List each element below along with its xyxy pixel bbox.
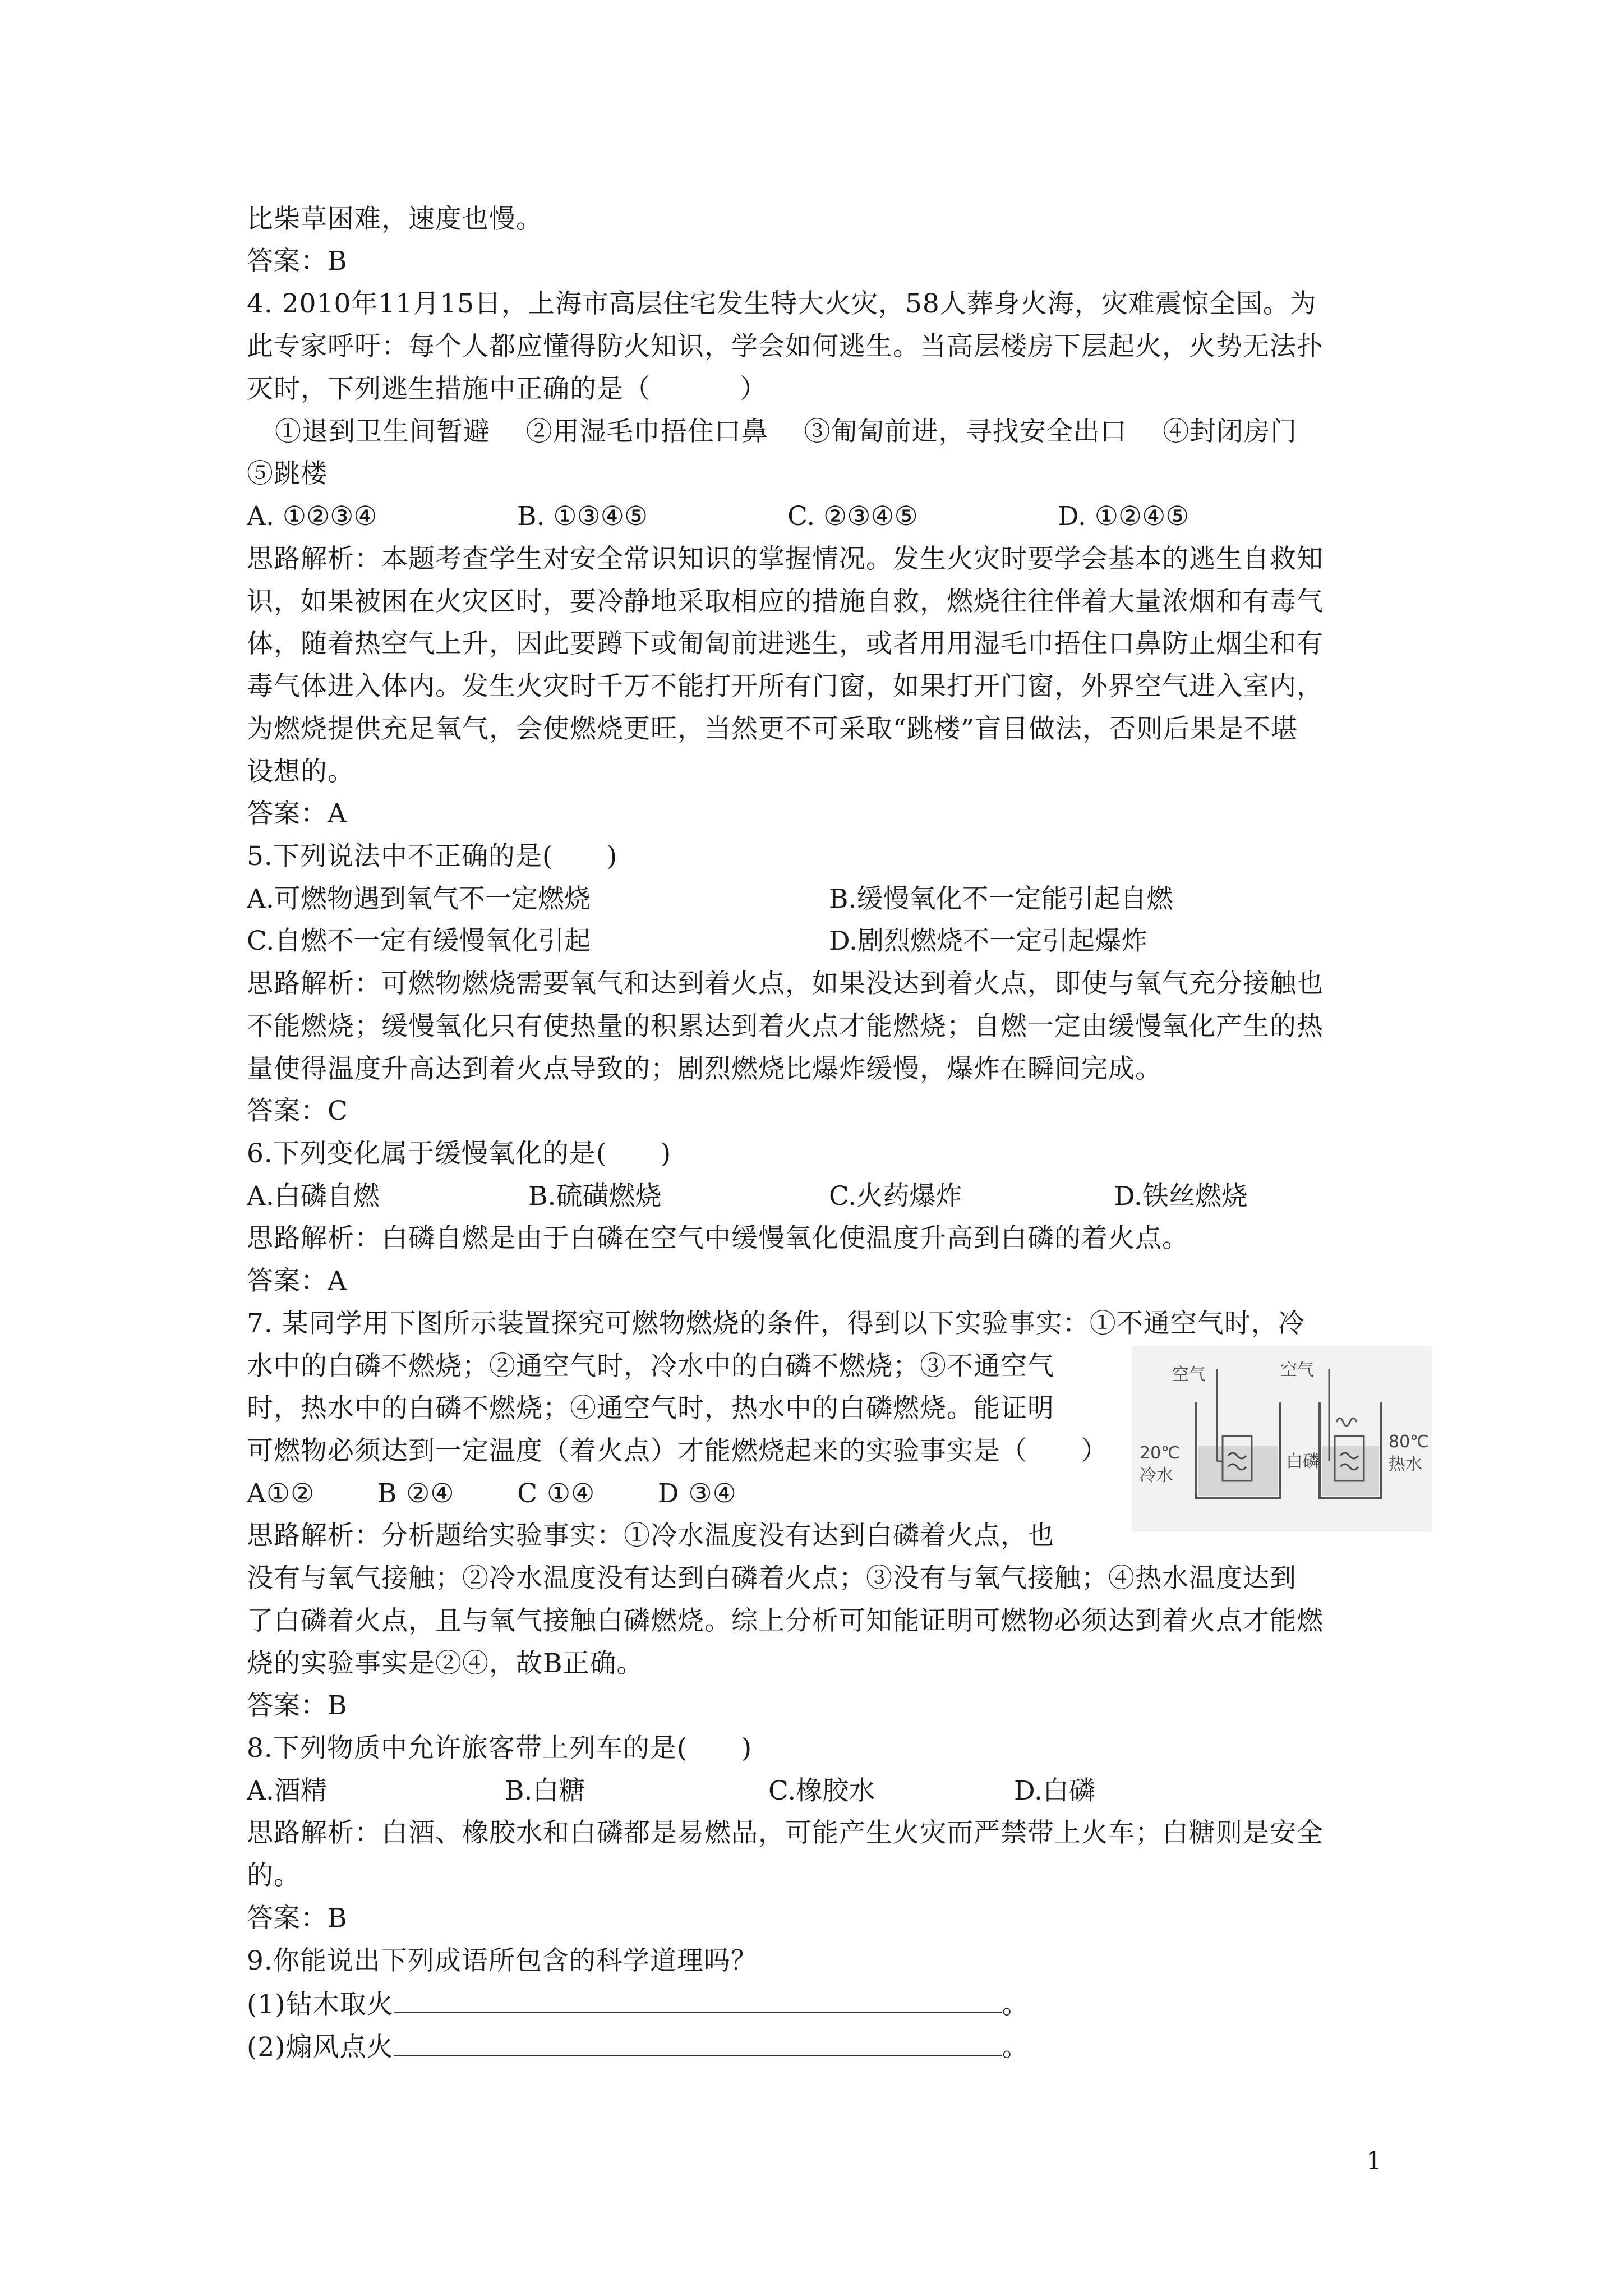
text-line: 设想的。 — [247, 756, 354, 787]
option-b: B.缓慢氧化不一定能引起自燃 — [829, 884, 1173, 914]
option-b: B.硫磺燃烧 — [528, 1181, 662, 1212]
explanation-line: 思路解析：分析题给实验事实：①冷水温度没有达到白磷着火点，也 — [247, 1520, 1054, 1551]
figure-label-water-left: 冷水 — [1140, 1466, 1173, 1485]
text-line: 了白磷着火点，且与氧气接触白磷燃烧。综上分析可知能证明可燃物必须达到着火点才能燃 — [247, 1605, 1324, 1636]
option-a: A. ①②③④ — [247, 501, 377, 532]
question-8-stem: 8.下列物质中允许旅客带上列车的是( ) — [247, 1733, 753, 1764]
text-line: ⑤跳楼 — [247, 458, 328, 489]
option-a: A.白磷自燃 — [247, 1181, 380, 1212]
figure-label-air-right: 空气 — [1280, 1360, 1314, 1380]
question-5-stem: 5.下列说法中不正确的是( ) — [247, 841, 618, 872]
text-line: 可燃物必须达到一定温度（着火点）才能燃烧起来的实验事实是（ ） — [247, 1435, 1108, 1466]
fill-in-item — [247, 2029, 1029, 2064]
text-line: 毒气体进入体内。发生火灾时千万不能打开所有门窗，如果打开门窗，外界空气进入室内， — [247, 671, 1324, 702]
answer-line: 答案：B — [247, 1690, 348, 1721]
text-line: 灭时，下列逃生措施中正确的是（ ） — [247, 374, 767, 404]
fill-in-label: (1)钻木取火 — [247, 1989, 394, 2020]
explanation-line: 思路解析：可燃物燃烧需要氧气和达到着火点，如果没达到着火点，即使与氧气充分接触也 — [247, 968, 1324, 999]
option-c: C.火药爆炸 — [829, 1181, 962, 1212]
option-b: B. ①③④⑤ — [517, 501, 648, 532]
explanation-line: 思路解析：白酒、橡胶水和白磷都是易燃品，可能产生火灾而严禁带上火车；白糖则是安全 — [247, 1818, 1324, 1848]
option-c: C.自燃不一定有缓慢氧化引起 — [247, 926, 591, 956]
page-number: 1 — [1366, 2147, 1382, 2175]
option-d: D. ①②④⑤ — [1058, 501, 1189, 532]
question-9-stem: 9.你能说出下列成语所包含的科学道理吗？ — [247, 1945, 758, 1976]
text-line: 不能燃烧；缓慢氧化只有使热量的积累达到着火点才能燃烧；自燃一定由缓慢氧化产生的热 — [247, 1011, 1324, 1042]
text-line: 水中的白磷不燃烧；②通空气时，冷水中的白磷不燃烧；③不通空气 — [247, 1351, 1054, 1382]
question-7-stem: 7. 某同学用下图所示装置探究可燃物燃烧的条件，得到以下实验事实：①不通空气时，冷 — [247, 1308, 1305, 1339]
figure-label-temp-right: 80℃ — [1389, 1432, 1429, 1452]
figure-label-phosphorus: 白磷 — [1286, 1452, 1320, 1471]
fill-in-label: (2)煽风点火 — [247, 2032, 394, 2063]
text-line: 时，热水中的白磷不燃烧；④通空气时，热水中的白磷燃烧。能证明 — [247, 1393, 1054, 1424]
option-a: A.可燃物遇到氧气不一定燃烧 — [247, 884, 591, 914]
fill-in-end: 。 — [1002, 1989, 1029, 2020]
option-b: B.白糖 — [505, 1775, 585, 1806]
option-d: D.剧烈燃烧不一定引起爆炸 — [829, 926, 1147, 956]
question-7-options: A①② B ②④ C ①④ D ③④ — [247, 1478, 737, 1509]
answer-blank[interactable] — [394, 2029, 1002, 2056]
text-line: 为燃烧提供充足氧气，会使燃烧更旺，当然更不可采取“跳楼”盲目做法，否则后果是不堪 — [247, 714, 1298, 744]
explanation-line: 思路解析：本题考查学生对安全常识知识的掌握情况。发生火灾时要学会基本的逃生自救知 — [247, 544, 1324, 574]
text-line: 的。 — [247, 1860, 301, 1891]
answer-line: 答案：B — [247, 1903, 348, 1934]
question-4-choices: ①退到卫生间暂避 ②用湿毛巾捂住口鼻 ③匍匐前进，寻找安全出口 ④封闭房门 — [275, 416, 1298, 447]
answer-line: 答案：A — [247, 1266, 347, 1296]
answer-line: 答案：A — [247, 798, 347, 829]
answer-line: 答案：B — [247, 246, 348, 277]
option-a: A.酒精 — [247, 1775, 327, 1806]
text-line: 量使得温度升高达到着火点导致的；剧烈燃烧比爆炸缓慢，爆炸在瞬间完成。 — [247, 1053, 1162, 1084]
option-d: D.铁丝燃烧 — [1114, 1181, 1248, 1212]
text-line: 识，如果被困在火灾区时，要冷静地采取相应的措施自救，燃烧往往伴着大量浓烟和有毒气 — [247, 586, 1324, 617]
figure-label-temp-left: 20℃ — [1140, 1443, 1180, 1463]
explanation-line: 思路解析：白磷自燃是由于白磷在空气中缓慢氧化使温度升高到白磷的着火点。 — [247, 1223, 1189, 1254]
answer-blank[interactable] — [394, 1986, 1002, 2013]
question-6-stem: 6.下列变化属于缓慢氧化的是( ) — [247, 1138, 672, 1169]
fill-in-item — [247, 1986, 1029, 2022]
question-4-stem: 4. 2010年11月15日，上海市高层住宅发生特大火灾，58人葬身火海，灾难震惊全国。为 — [247, 288, 1317, 319]
text-line: 烧的实验事实是②④，故B正确。 — [247, 1648, 644, 1679]
figure-label-water-right: 热水 — [1389, 1455, 1422, 1474]
fill-in-end: 。 — [1002, 2032, 1029, 2063]
option-c: C.橡胶水 — [768, 1775, 875, 1806]
figure-label-air-left: 空气 — [1172, 1365, 1206, 1384]
experiment-apparatus-figure — [1132, 1346, 1432, 1531]
text-line: 比柴草困难，速度也慢。 — [247, 204, 543, 234]
answer-line: 答案：C — [247, 1096, 348, 1126]
text-line: 没有与氧气接触；②冷水温度没有达到白磷着火点；③没有与氧气接触；④热水温度达到 — [247, 1563, 1297, 1594]
text-line: 此专家呼吁：每个人都应懂得防火知识，学会如何逃生。当高层楼房下层起火，火势无法扑 — [247, 331, 1324, 362]
text-line: 体，随着热空气上升，因此要蹲下或匍匐前进逃生，或者用用湿毛巾捂住口鼻防止烟尘和有 — [247, 628, 1324, 659]
option-d: D.白磷 — [1014, 1775, 1095, 1806]
option-c: C. ②③④⑤ — [787, 501, 918, 532]
